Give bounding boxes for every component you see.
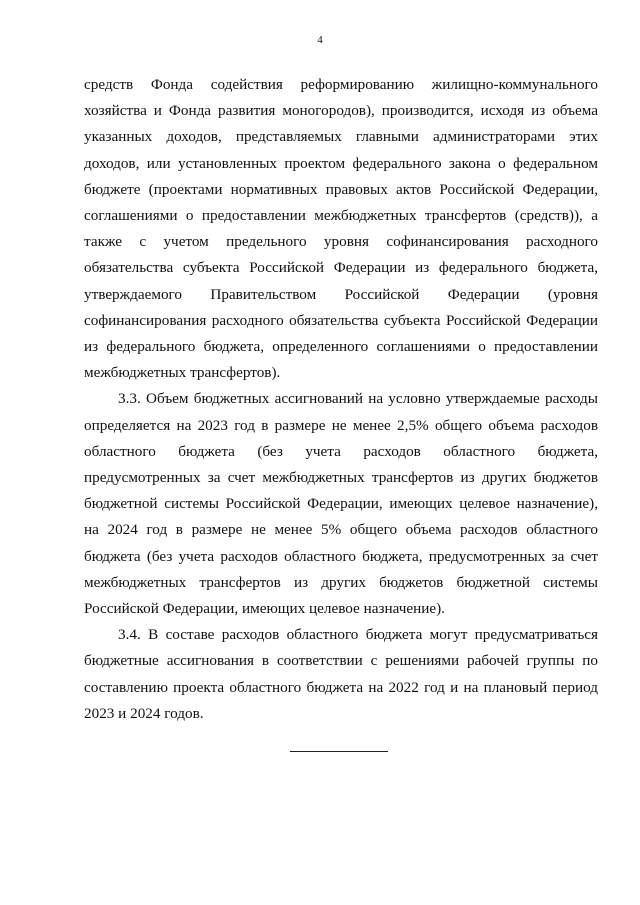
paragraph-3-4: 3.4. В составе расходов областного бюджета могут предусматриваться бюджетные ассигнования в соответствии с решениями рабочей группы по составлению проекта областного бюджета на 2022 год и на плановый период 2023 и 2024 годов.	[84, 626, 598, 722]
end-of-text-rule	[290, 751, 388, 752]
paragraph-3-3: 3.3. Объем бюджетных ассигнований на условно утверждаемые расходы определяется на 2023 год в размере не менее 2,5% общего объема расходов областного бюджета (без учета расходов областного бюджета, предусмотренных за счет межбюджетных трансфертов из других бюджетов бюджетной системы Российской Федерации, имеющих целевое назначение), на 2024 год в размере не менее 5% общего объема расходов областного бюджета (без учета расходов областного бюджета, предусмотренных за счет межбюджетных трансфертов из других бюджетов бюджетной системы Российской Федерации, имеющих целевое назначение).	[84, 390, 598, 618]
document-body	[84, 72, 598, 727]
paragraph-continuation: средств Фонда содействия реформированию жилищно-коммунального хозяйства и Фонда развития моногородов), производится, исходя из объема указанных доходов, представляемых главными администраторами этих доходов, или установленных проектом федерального закона о федеральном бюджете (проектами нормативных правовых актов Российской Федерации, соглашениями о предоставлении межбюджетных трансфертов (средств)), а также с учетом предельного уровня софинансирования расходного обязательства субъекта Российской Федерации из федерального бюджета, утверждаемого Правительством Российской Федерации (уровня софинансирования расходного обязательства субъекта Российской Федерации из федерального бюджета, определенного соглашениями о предоставлении межбюджетных трансфертов).	[84, 76, 598, 382]
page-number: 4	[317, 34, 323, 46]
